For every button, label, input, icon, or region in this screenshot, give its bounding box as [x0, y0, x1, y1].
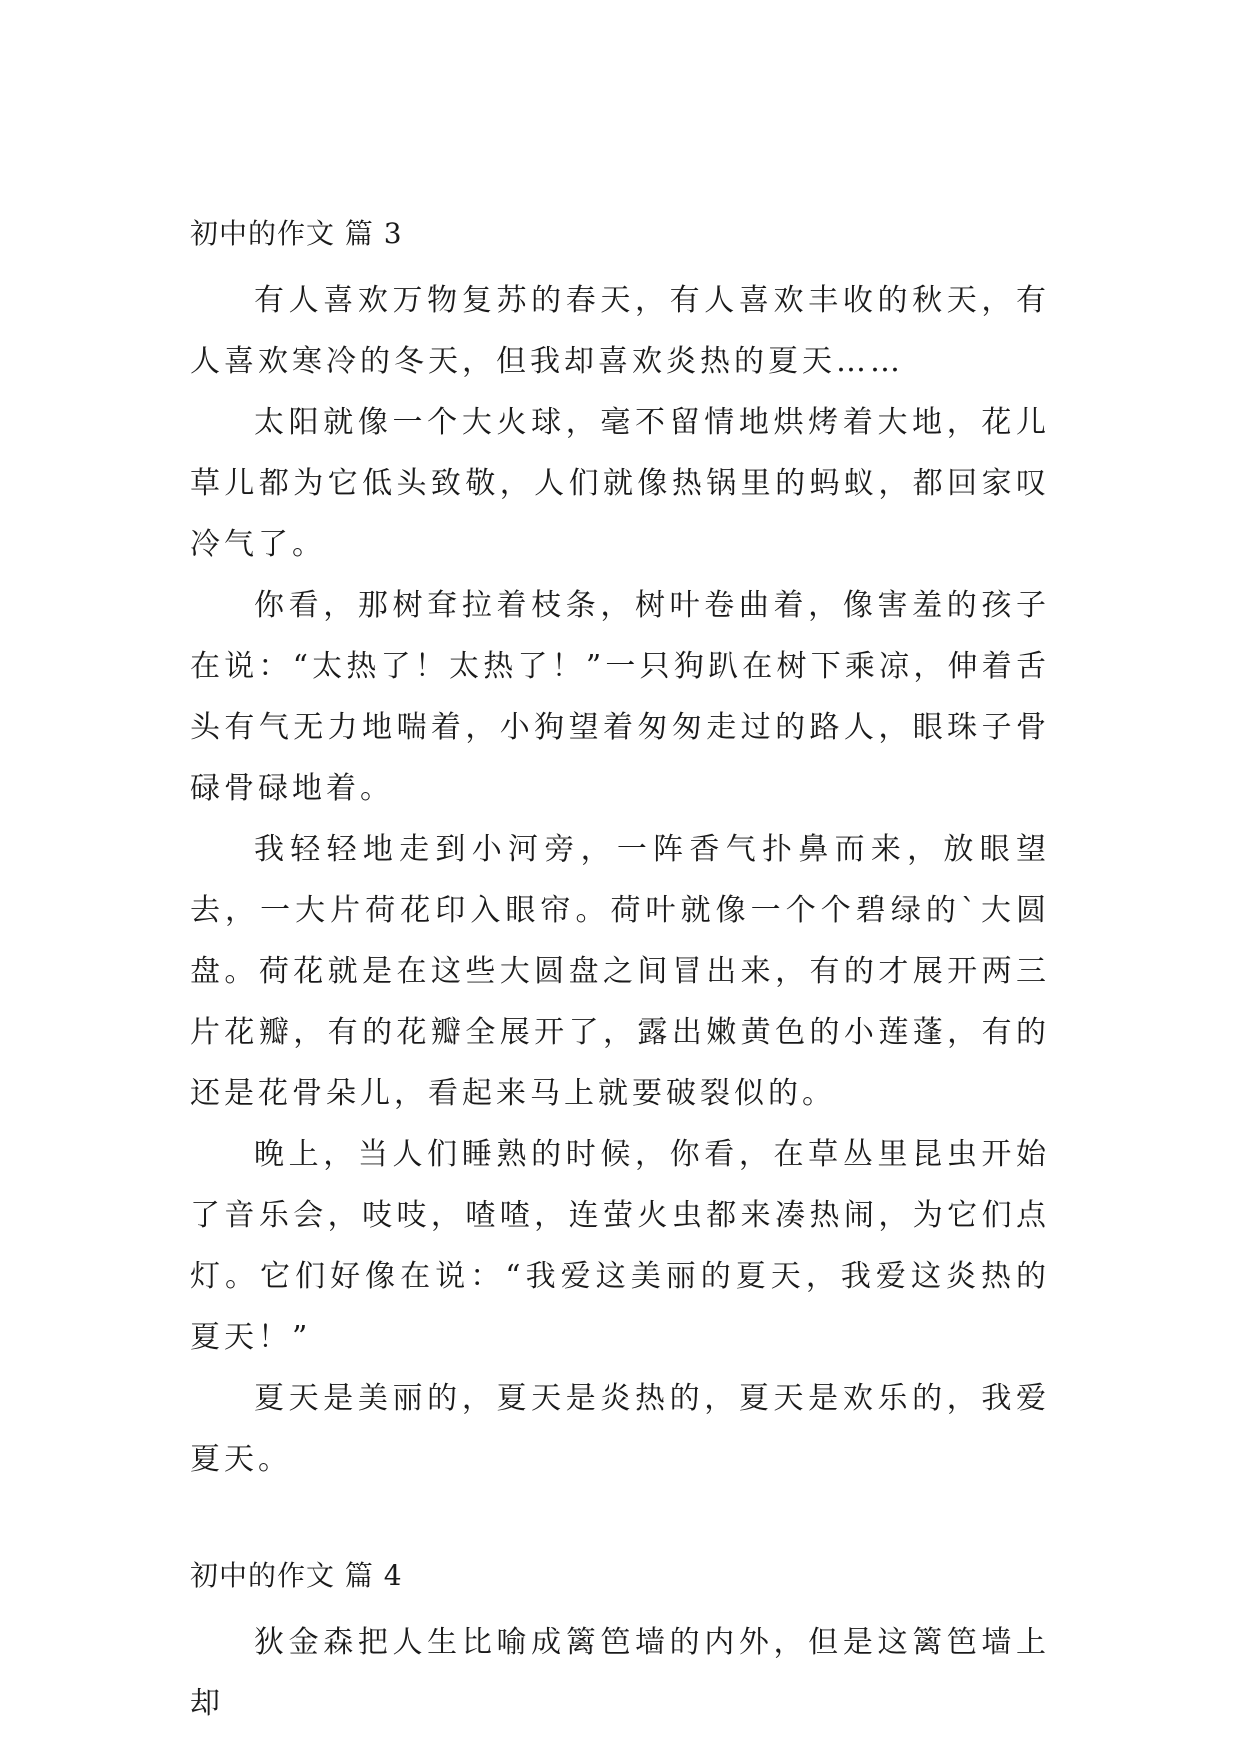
paragraph: 我轻轻地走到小河旁，一阵香气扑鼻而来，放眼望去，一大片荷花印入眼帘。荷叶就像一个个碧绿的`大圆盘。荷花就是在这些大圆盘之间冒出来，有的才展开两三片花瓣，有的花瓣全展开了，露出嫩黄色的小莲蓬，有的还是花骨朵儿，看起来马上就要破裂似的。	[190, 832, 1050, 1111]
section-heading: 初中的作文 篇 3	[190, 217, 403, 250]
essay-section-4	[190, 1556, 1050, 1734]
paragraph: 太阳就像一个大火球，毫不留情地烘烤着大地，花儿草儿都为它低头致敬，人们就像热锅里的蚂蚁，都回家叹冷气了。	[190, 405, 1050, 562]
essay-section-3	[190, 214, 1050, 1490]
paragraph: 狄金森把人生比喻成篱笆墙的内外，但是这篱笆墙上却	[190, 1625, 1050, 1721]
paragraph: 你看，那树耷拉着枝条，树叶卷曲着，像害羞的孩子在说：“太热了！太热了！”一只狗趴在树下乘凉，伸着舌头有气无力地喘着，小狗望着匆匆走过的路人，眼珠子骨碌骨碌地着。	[190, 588, 1050, 806]
paragraph: 夏天是美丽的，夏天是炎热的，夏天是欢乐的，我爱夏天。	[190, 1381, 1050, 1477]
heading-spacer	[190, 1596, 1050, 1612]
paragraph: 晚上，当人们睡熟的时候，你看，在草丛里昆虫开始了音乐会，吱吱，喳喳，连萤火虫都来凑热闹，为它们点灯。它们好像在说：“我爱这美丽的夏天，我爱这炎热的夏天！”	[190, 1137, 1050, 1355]
paragraph: 有人喜欢万物复苏的春天，有人喜欢丰收的秋天，有人喜欢寒冷的冬天，但我却喜欢炎热的夏天……	[190, 283, 1050, 379]
section-divider-space	[190, 1490, 1050, 1556]
section-heading: 初中的作文 篇 4	[190, 1559, 403, 1592]
heading-spacer	[190, 254, 1050, 270]
document-page	[190, 214, 1050, 1734]
